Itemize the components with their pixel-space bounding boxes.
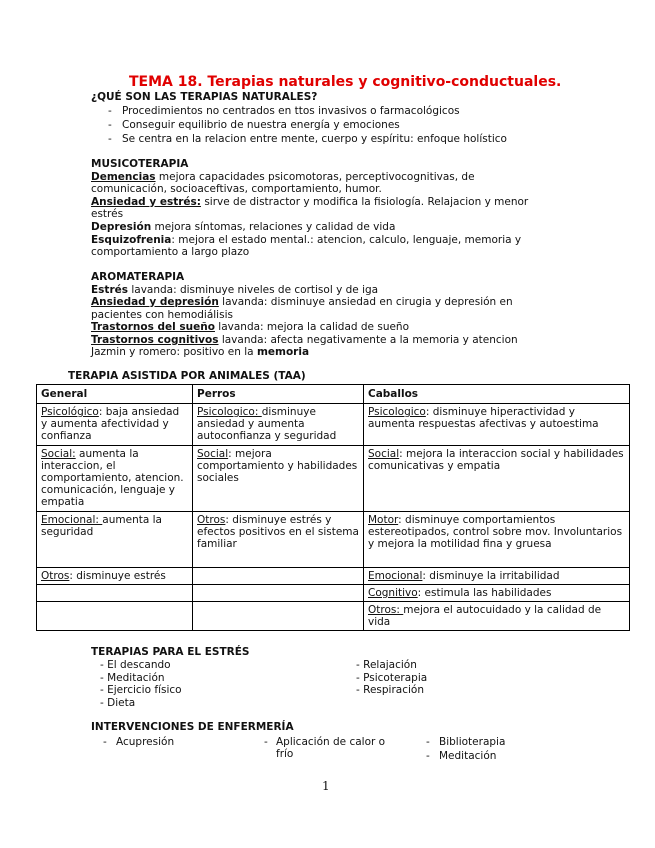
musicoterapia-entry: Demencias mejora capacidades psicomotoras, perceptivocognitivas, de bbox=[91, 171, 475, 183]
table-cell: Psicologico: disminuye ansiedad y aumenta autoconfianza y seguridad bbox=[193, 404, 364, 446]
table-header-row bbox=[37, 385, 630, 404]
enfermeria-heading: INTERVENCIONES DE ENFERMERÍA bbox=[91, 721, 294, 733]
list-item: - Se centra en la relacion entre mente, cuerpo y espíritu: enfoque holístico bbox=[108, 133, 507, 145]
list-item: - Ejercicio físico bbox=[100, 684, 182, 696]
table-cell bbox=[193, 602, 364, 631]
taa-heading: TERAPIA ASISTIDA POR ANIMALES (TAA) bbox=[68, 370, 306, 382]
table-cell: Emocional: disminuye la irritabilidad bbox=[364, 568, 630, 585]
list-item: - Relajación bbox=[356, 659, 417, 671]
header-perros: Perros bbox=[193, 385, 364, 404]
table-cell bbox=[193, 568, 364, 585]
list-item-cont: frío bbox=[276, 748, 294, 760]
enfermeria-dash: - bbox=[103, 736, 107, 748]
table-cell: Otros: mejora el autocuidado y la calidad de vida bbox=[364, 602, 630, 631]
table-cell bbox=[193, 585, 364, 602]
musicoterapia-entry: Ansiedad y estrés: sirve de distractor y modifica la fisiología. Relajacion y menor bbox=[91, 196, 529, 208]
aromaterapia-entry: Estrés lavanda: disminuye niveles de cortisol y de iga bbox=[91, 284, 379, 296]
table-cell: Social: mejora la interaccion social y habilidades comunicativas y empatia bbox=[364, 446, 630, 512]
list-item: Biblioterapia bbox=[439, 736, 506, 748]
enfermeria-dash: - bbox=[426, 750, 430, 762]
list-item: - Meditación bbox=[100, 671, 165, 684]
table-cell: Otros: disminuye estrés y efectos positivos en el sistema familiar bbox=[193, 512, 364, 568]
list-item: Acupresión bbox=[116, 736, 175, 748]
aromaterapia-entry: Trastornos del sueño lavanda: mejora la calidad de sueño bbox=[91, 321, 410, 333]
list-item: - Dieta bbox=[100, 696, 136, 709]
table-cell: Motor: disminuye comportamientos estereotipados, control sobre mov. Involuntarios y mejora la motilidad fina y gruesa bbox=[364, 512, 630, 568]
musicoterapia-entry: Depresión mejora síntomas, relaciones y calidad de vida bbox=[91, 221, 396, 233]
table-cell: Otros: disminuye estrés bbox=[37, 568, 193, 585]
table-cell: Social: aumenta la interaccion, el comportamiento, atencion. comunicación, lenguaje y empatia bbox=[37, 446, 193, 512]
table-row bbox=[37, 404, 630, 446]
list-item: Meditación bbox=[439, 750, 497, 762]
musicoterapia-entry: Esquizofrenia: mejora el estado mental.: atencion, calculo, lenguaje, memoria y bbox=[91, 234, 522, 246]
aromaterapia-entry: Jazmin y romero: positivo en la memoria bbox=[91, 346, 310, 358]
table-cell bbox=[37, 602, 193, 631]
table-cell: Emocional: aumenta la seguridad bbox=[37, 512, 193, 568]
list-item: - El descando bbox=[100, 659, 171, 671]
aromaterapia-entry: Trastornos cognitivos lavanda: afecta negativamente a la memoria y atencion bbox=[91, 334, 518, 346]
table-cell: Psicologico: disminuye hiperactividad y aumenta respuestas afectivas y autoestima bbox=[364, 404, 630, 446]
table-row bbox=[37, 446, 630, 512]
aromaterapia-heading: AROMATERAPIA bbox=[91, 271, 185, 283]
list-item: - Respiración bbox=[356, 684, 424, 696]
header-general: General bbox=[37, 385, 193, 404]
table-row bbox=[37, 585, 630, 602]
list-item: - Procedimientos no centrados en ttos invasivos o farmacológicos bbox=[108, 105, 460, 117]
page-number: 1 bbox=[322, 779, 330, 793]
enfermeria-dash: - bbox=[426, 736, 430, 748]
musicoterapia-entry-cont: estrés bbox=[91, 208, 124, 220]
list-item: Aplicación de calor o bbox=[276, 736, 386, 748]
naturales-heading: ¿QUÉ SON LAS TERAPIAS NATURALES? bbox=[91, 91, 318, 103]
table-cell: Cognitivo: estimula las habilidades bbox=[364, 585, 630, 602]
estres-list-left bbox=[100, 659, 182, 709]
table-cell: Social: mejora comportamiento y habilidades sociales bbox=[193, 446, 364, 512]
enfermeria-dash: - bbox=[264, 736, 268, 748]
musicoterapia-entry-cont: comportamiento a largo plazo bbox=[91, 246, 250, 258]
taa-table bbox=[36, 384, 630, 631]
aromaterapia-entry: Ansiedad y depresión lavanda: disminuye ansiedad en cirugia y depresión en bbox=[91, 296, 513, 308]
table-row bbox=[37, 512, 630, 568]
table-row bbox=[37, 602, 630, 631]
page-title: TEMA 18. Terapias naturales y cognitivo-conductuales. bbox=[129, 74, 562, 90]
list-item: - Psicoterapia bbox=[356, 671, 428, 684]
header-caballos: Caballos bbox=[364, 385, 630, 404]
estres-heading: TERAPIAS PARA EL ESTRÉS bbox=[91, 646, 250, 658]
estres-list-right bbox=[356, 659, 427, 697]
aromaterapia-entry-cont: pacientes con hemodiálisis bbox=[91, 309, 233, 321]
table-row bbox=[37, 568, 630, 585]
musicoterapia-entry-cont: comunicación, socioaceftivas, comportamiento, humor. bbox=[91, 183, 382, 195]
table-cell bbox=[37, 585, 193, 602]
list-item: - Conseguir equilibrio de nuestra energía y emociones bbox=[108, 119, 400, 131]
table-cell: Psicológico: baja ansiedad y aumenta afectividad y confianza bbox=[37, 404, 193, 446]
musicoterapia-heading: MUSICOTERAPIA bbox=[91, 158, 189, 170]
